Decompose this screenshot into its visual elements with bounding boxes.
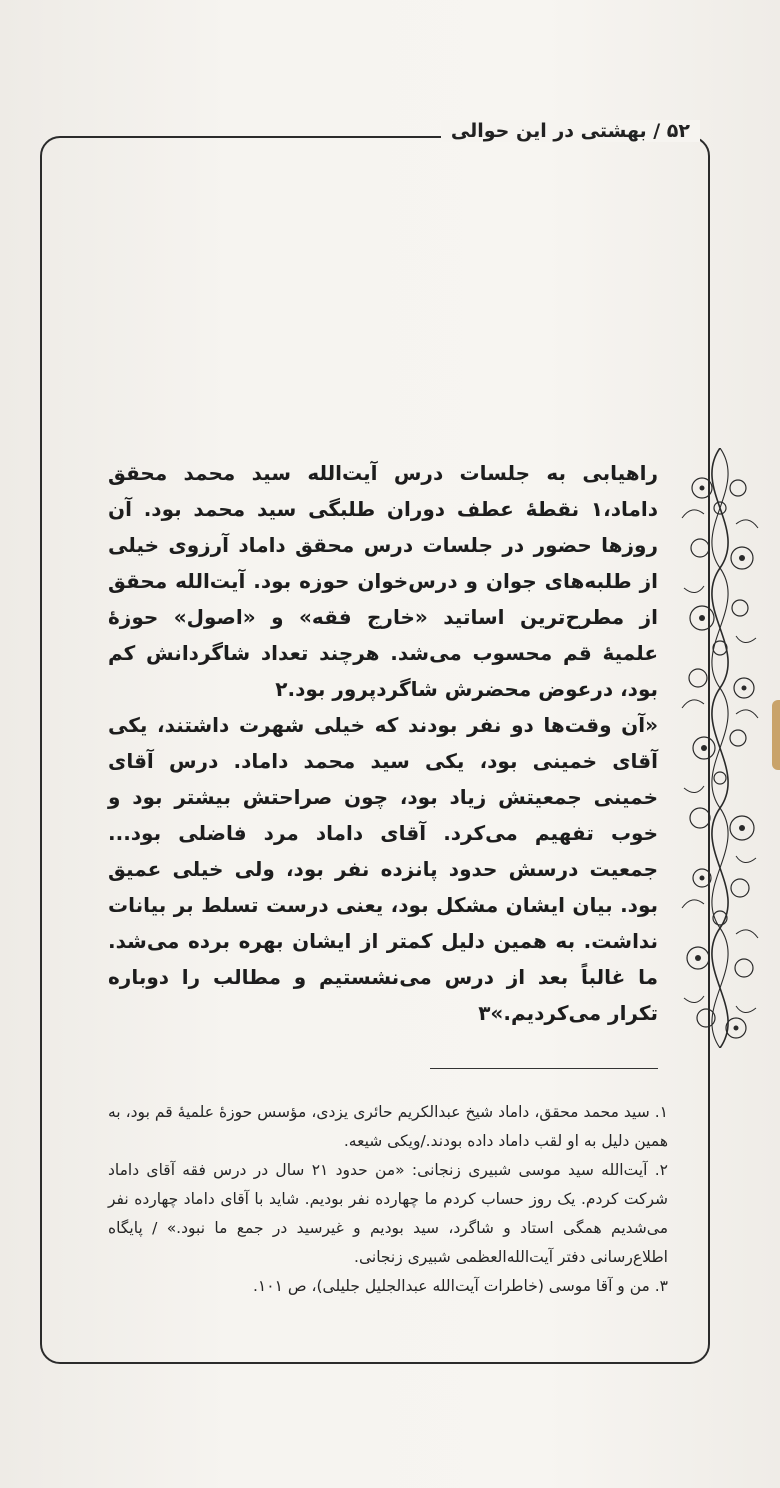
- footnote-1: ۱. سید محمد محقق، داماد شیخ عبدالکریم حائری یزدی، مؤسس حوزهٔ علمیهٔ قم بود، به همین دلیل به او لقب داماد داده بودند./ویکی شیعه.: [108, 1103, 668, 1150]
- main-text: [108, 455, 658, 1031]
- paragraph-2-quote: «آن وقت‌ها دو نفر بودند که خیلی شهرت داشتند، یکی آقای خمینی بود، یکی سید محمد داماد. درس آقای خمینی جمعیتش زیاد بود، چون صراحتش بیشتر بود و خوب تفهیم می‌کرد. آقای داماد مرد فاضلی بود... جمعیت درسش حدود پانزده نفر بود، ولی خیلی عمیق بود. بیان ایشان مشکل بود، یعنی درست تسلط بر بیانات نداشت. به همین دلیل کمتر از ایشان بهره برده می‌شد. ما غالباً بعد از درس می‌نشستیم و مطالب را دوباره تکرار می‌کردیم.»۳: [108, 713, 658, 1025]
- page-header: [0, 118, 780, 158]
- paragraph-1: راهیابی به جلسات درس آیت‌الله سید محمد محقق داماد،۱ نقطهٔ عطف دوران طلبگی سید محمد بود. آن روزها حضور در جلسات درس محقق داماد آرزوی خیلی از طلبه‌های جوان و درس‌خوان حوزه بود. آیت‌الله محقق از مطرح‌ترین اساتید «خارج فقه» و «اصول» حوزهٔ علمیهٔ قم محسوب می‌شد. هرچند تعداد شاگردانش کم بود، درعوض محضرش شاگردپرور بود.۲: [108, 461, 658, 701]
- footnote-separator: [430, 1068, 658, 1069]
- footnote-2: ۲. آیت‌الله سید موسی شبیری زنجانی: «من حدود ۲۱ سال در درس فقه آقای داماد شرکت کردم. یک روز حساب کردم ما چهارده نفر بودیم. شاید با آقای داماد چهارده نفر می‌شدیم همگی استاد و شاگرد، سید بودیم و غیرسید در جمع ما نبود.» / پایگاه اطلاع‌رسانی دفتر آیت‌الله‌العظمی شبیری زنجانی.: [108, 1161, 668, 1266]
- floral-vine-ornament: [672, 448, 768, 1048]
- footnote-3: ۳. من و آقا موسی (خاطرات آیت‌الله عبدالجلیل جلیلی)، ص ۱۰۱.: [252, 1277, 668, 1295]
- running-head: ۵۲ / بهشتی در این حوالی: [441, 120, 700, 142]
- footnotes: [108, 1098, 668, 1301]
- page-edge-tab: [772, 700, 780, 770]
